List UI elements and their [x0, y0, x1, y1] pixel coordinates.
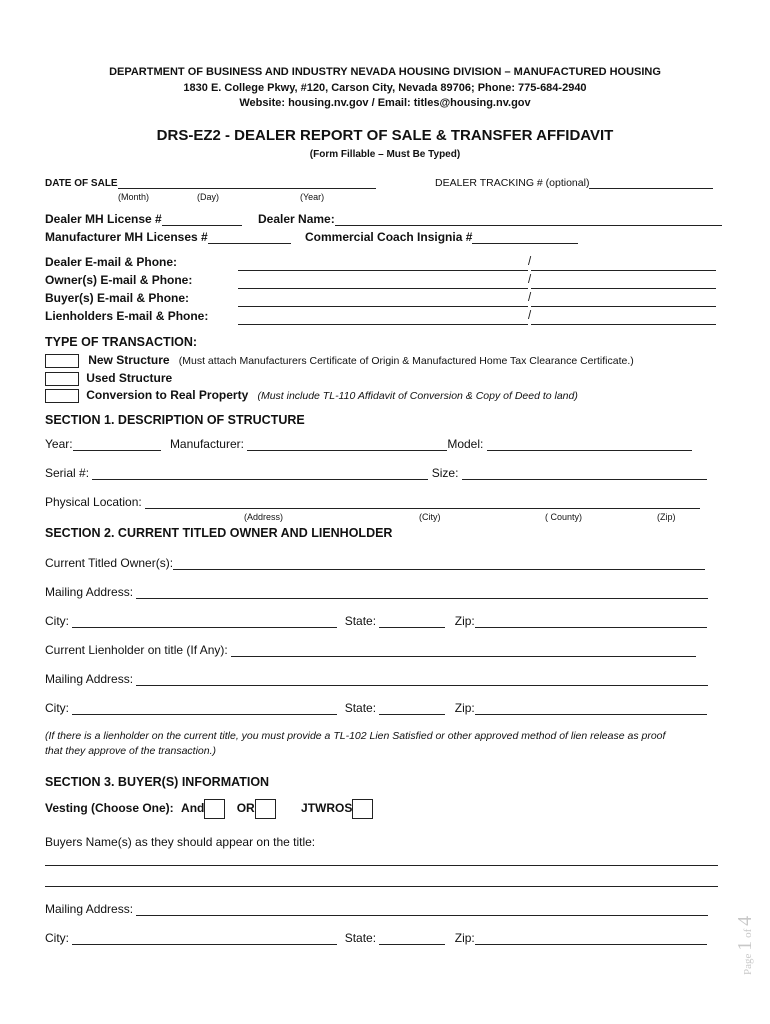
contact-label: Dealer E-mail & Phone: — [45, 255, 178, 269]
contact-label: Owner(s) E-mail & Phone: — [45, 273, 193, 287]
titled-owner-label: Current Titled Owner(s): — [45, 556, 174, 570]
dealer-license-row — [45, 212, 242, 226]
vesting-label: Vesting (Choose One): — [45, 801, 174, 816]
buyer-mailing-label: Mailing Address: — [45, 902, 134, 916]
vesting-or-checkbox[interactable] — [255, 799, 276, 819]
buyer-names-field[interactable] — [45, 853, 718, 866]
zip-hint: (Zip) — [657, 512, 676, 522]
lienholder-label: Current Lienholder on title (If Any): — [45, 643, 228, 657]
dealer-license-field[interactable] — [162, 213, 242, 226]
dealer-name-row — [258, 212, 722, 226]
lienholder-mailing-field[interactable] — [136, 673, 708, 686]
buyer-city-row — [45, 931, 707, 945]
titled-owner-field[interactable] — [173, 557, 705, 570]
year-field[interactable] — [73, 438, 161, 451]
email-field[interactable] — [238, 294, 528, 307]
serial-size-row — [45, 466, 707, 480]
serial-label: Serial #: — [45, 466, 90, 480]
phone-field[interactable] — [531, 276, 716, 289]
department-heading: DEPARTMENT OF BUSINESS AND INDUSTRY NEVADA HOUSING DIVISION – MANUFACTURED HOUSING — [109, 66, 661, 78]
page-of: of — [742, 928, 754, 938]
physical-location-field[interactable] — [145, 496, 700, 509]
phone-field[interactable] — [531, 258, 716, 271]
dealer-tracking-field[interactable] — [589, 176, 713, 189]
buyer-mailing-row — [45, 902, 708, 916]
contact-labels — [45, 253, 208, 325]
contact-label: Lienholders E-mail & Phone: — [45, 309, 209, 323]
manufacturer-license-field[interactable] — [208, 231, 291, 244]
email-field[interactable] — [238, 258, 528, 271]
year-label: Year: — [45, 437, 73, 451]
buyer-state-label: State: — [344, 931, 377, 945]
phone-field[interactable] — [531, 294, 716, 307]
buyer-names-line-1 — [45, 853, 718, 866]
dealer-license-label: Dealer MH License # — [45, 212, 162, 226]
insignia-field[interactable] — [472, 231, 578, 244]
vesting-jtwros-label: JTWROS — [301, 801, 353, 816]
department-website: Website: housing.nv.gov / Email: titles@housing.nv.gov — [239, 97, 531, 109]
owner-mailing-field[interactable] — [136, 586, 708, 599]
year-hint: (Year) — [300, 192, 325, 202]
buyer-city-field[interactable] — [72, 932, 337, 945]
lienholder-city-field[interactable] — [72, 702, 337, 715]
owner-state-label: State: — [344, 614, 377, 628]
section1-heading: SECTION 1. DESCRIPTION OF STRUCTURE — [45, 413, 305, 427]
phone-field[interactable] — [531, 312, 716, 325]
address-hint: (Address) — [244, 512, 284, 522]
buyer-state-field[interactable] — [379, 932, 445, 945]
year-manufacturer-model-row — [45, 437, 692, 451]
buyer-mailing-field[interactable] — [136, 903, 708, 916]
used-structure-label: Used Structure — [86, 371, 173, 385]
lienholder-state-label: State: — [344, 701, 377, 715]
used-structure-row — [45, 371, 172, 386]
buyer-zip-label: Zip: — [454, 931, 475, 945]
physical-location-row — [45, 495, 700, 509]
insignia-row — [305, 230, 578, 244]
lien-release-note: (If there is a lienholder on the current title, you must provide a TL-102 Lien Satisfied or other approved method of lien release as proof — [45, 730, 666, 742]
new-structure-note: (Must attach Manufacturers Certificate of Origin & Manufactured Home Tax Clearance Certificate.) — [178, 355, 634, 367]
model-field[interactable] — [487, 438, 692, 451]
date-of-sale-row — [45, 176, 376, 189]
new-structure-label: New Structure — [88, 353, 170, 367]
page-word: Page — [742, 953, 754, 975]
email-field[interactable] — [238, 276, 528, 289]
owner-mailing-label: Mailing Address: — [45, 585, 134, 599]
manufacturer-field[interactable] — [247, 438, 447, 451]
form-title: DRS-EZ2 - DEALER REPORT OF SALE & TRANSFER AFFIDAVIT — [156, 127, 614, 144]
new-structure-checkbox[interactable] — [45, 354, 79, 368]
page-number — [734, 885, 768, 975]
page-number-text — [734, 885, 757, 975]
buyer-names-field[interactable] — [45, 874, 718, 887]
dealer-tracking-label: DEALER TRACKING # (optional) — [435, 177, 590, 189]
owner-zip-label: Zip: — [454, 614, 475, 628]
city-hint: (City) — [419, 512, 441, 522]
serial-field[interactable] — [92, 467, 428, 480]
vesting-row — [45, 799, 373, 819]
vesting-and-checkbox[interactable] — [204, 799, 225, 819]
lienholder-zip-field[interactable] — [475, 702, 707, 715]
owner-city-row — [45, 614, 707, 628]
conversion-note: (Must include TL-110 Affidavit of Conversion & Copy of Deed to land) — [257, 390, 578, 402]
model-label: Model: — [447, 437, 484, 451]
day-hint: (Day) — [197, 192, 219, 202]
page-total: 4 — [734, 915, 756, 926]
conversion-row — [45, 388, 578, 403]
lienholder-zip-label: Zip: — [454, 701, 475, 715]
department-address: 1830 E. College Pkwy, #120, Carson City, Nevada 89706; Phone: 775-684-2940 — [183, 82, 587, 94]
lienholder-city-label: City: — [45, 701, 69, 715]
new-structure-row — [45, 353, 634, 368]
dealer-name-field[interactable] — [335, 213, 722, 226]
lienholder-mailing-label: Mailing Address: — [45, 672, 134, 686]
page-current: 1 — [734, 940, 756, 951]
email-field[interactable] — [238, 312, 528, 325]
owner-zip-field[interactable] — [475, 615, 707, 628]
month-hint: (Month) — [118, 192, 150, 202]
vesting-or-label: OR — [236, 801, 255, 816]
manufacturer-license-row — [45, 230, 291, 244]
buyer-names-line-2 — [45, 874, 718, 887]
used-structure-checkbox[interactable] — [45, 372, 79, 386]
lien-release-note-continued: that they approve of the transaction.) — [45, 745, 217, 757]
contact-fields: / / / / — [238, 253, 716, 325]
buyer-city-label: City: — [45, 931, 69, 945]
owner-city-field[interactable] — [72, 615, 337, 628]
conversion-checkbox[interactable] — [45, 389, 79, 403]
lienholder-row — [45, 643, 696, 657]
lienholder-city-row — [45, 701, 707, 715]
conversion-label: Conversion to Real Property — [86, 388, 249, 402]
manufacturer-label: Manufacturer: — [169, 437, 244, 451]
transaction-heading: TYPE OF TRANSACTION: — [45, 335, 198, 349]
contact-label: Buyer(s) E-mail & Phone: — [45, 291, 190, 305]
owner-city-label: City: — [45, 614, 69, 628]
lienholder-state-field[interactable] — [379, 702, 445, 715]
section3-heading: SECTION 3. BUYER(S) INFORMATION — [45, 775, 270, 789]
vesting-and-label: And — [181, 801, 205, 816]
dealer-tracking-row — [435, 176, 713, 189]
dealer-name-label: Dealer Name: — [258, 212, 335, 226]
vesting-jtwros-checkbox[interactable] — [352, 799, 373, 819]
lienholder-field[interactable] — [231, 644, 696, 657]
form-subtitle: (Form Fillable – Must Be Typed) — [309, 149, 461, 160]
titled-owner-row — [45, 556, 705, 570]
date-of-sale-field[interactable] — [118, 176, 376, 189]
buyer-zip-field[interactable] — [475, 932, 707, 945]
insignia-label: Commercial Coach Insignia # — [305, 230, 473, 244]
owner-mailing-row — [45, 585, 708, 599]
buyer-names-label: Buyers Name(s) as they should appear on the title: — [45, 835, 316, 849]
section2-heading: SECTION 2. CURRENT TITLED OWNER AND LIENHOLDER — [45, 526, 393, 540]
size-field[interactable] — [462, 467, 707, 480]
physical-location-label: Physical Location: — [45, 495, 142, 509]
lienholder-mailing-row — [45, 672, 708, 686]
manufacturer-license-label: Manufacturer MH Licenses # — [45, 230, 208, 244]
size-label: Size: — [431, 466, 459, 480]
county-hint: ( County) — [545, 512, 583, 522]
date-of-sale-label: DATE OF SALE — [45, 178, 118, 189]
owner-state-field[interactable] — [379, 615, 445, 628]
